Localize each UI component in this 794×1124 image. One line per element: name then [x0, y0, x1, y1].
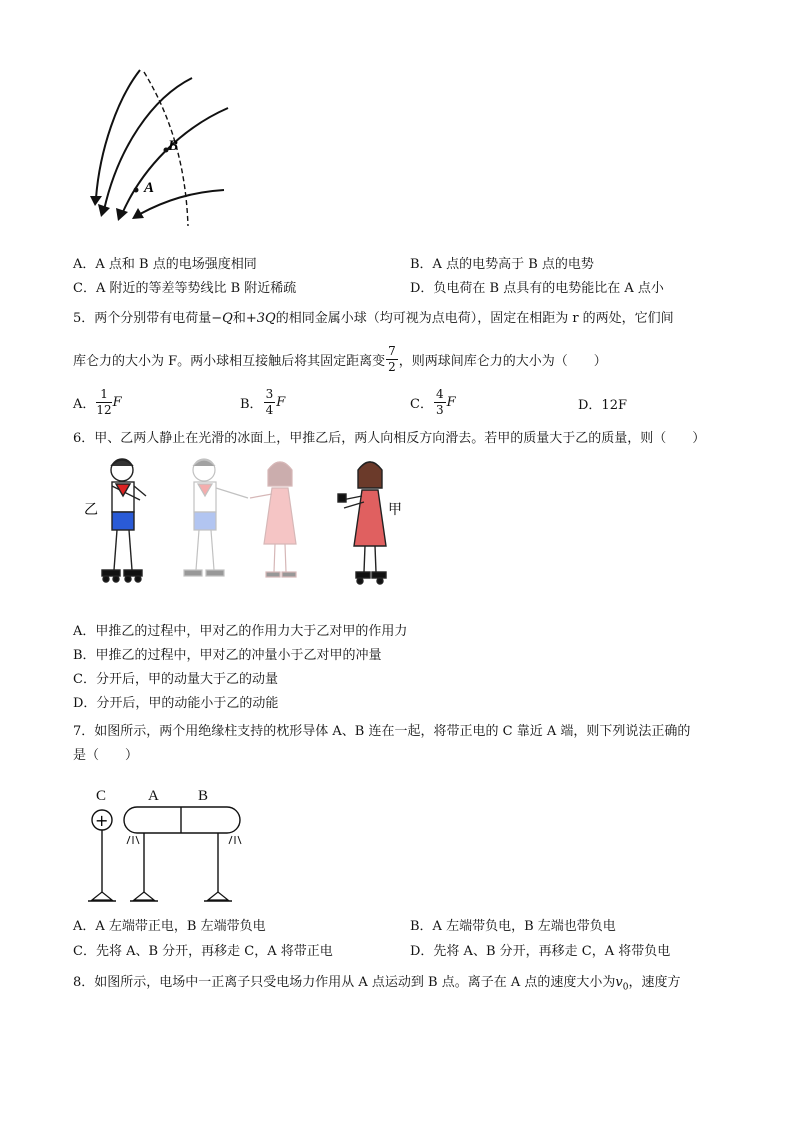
q5-opt-c-label: C．	[410, 396, 433, 412]
q5-text-4: ，则两球间库仑力的大小为（ ）	[398, 353, 607, 369]
q5-stem-line2	[73, 340, 607, 378]
q7-option-c: C．先将 A、B 分开，再移走 C，A 将带正电	[73, 944, 333, 959]
q5-opt-b-den: 4	[265, 402, 274, 417]
q5-opt-b-frac	[264, 387, 276, 418]
arrow-head-3	[116, 208, 128, 221]
q7-option-d: D．先将 A、B 分开，再移走 C，A 将带负电	[410, 944, 671, 959]
q5-opt-a-frac	[96, 387, 111, 418]
label-b-conductor: B	[198, 788, 209, 804]
boy-skater-faded	[184, 459, 248, 576]
q5-opt-c-num: 4	[435, 386, 444, 401]
q5-option-c	[410, 383, 456, 421]
q5-opt-b-num: 3	[265, 386, 274, 401]
q6-option-b: B．甲推乙的过程中，甲对乙的冲量小于乙对甲的冲量	[73, 648, 382, 663]
q4-option-c: C．A 附近的等差等势线比 B 附近稀疏	[73, 281, 297, 296]
q5-and: 和	[232, 311, 246, 326]
q7-stem-line1: 7．如图所示，两个用绝缘柱支持的枕形导体 A、B 连在一起，将带正电的 C 靠近 A 端，则下列说法正确的	[73, 724, 691, 739]
conductor-diagram	[84, 782, 254, 908]
arrow-head-1	[90, 196, 102, 206]
label-c: C	[96, 788, 107, 804]
q5-option-b	[240, 383, 285, 421]
label-jia: 甲	[388, 502, 402, 518]
q4-option-a: A．A 点和 B 点的电场强度相同	[73, 257, 257, 272]
q4-option-b: B．A 点的电势高于 B 点的电势	[410, 257, 594, 272]
q4-option-d: D．负电荷在 B 点具有的电势能比在 A 点小	[410, 281, 664, 296]
q5-text-2: 的相同金属小球（均可视为点电荷），固定在相距为 r 的两处，它们间	[275, 311, 674, 326]
point-a	[134, 188, 139, 193]
q5-opt-c-frac	[434, 387, 446, 418]
q8-stem	[73, 971, 681, 993]
label-a-conductor: A	[148, 788, 159, 804]
q5-charge-1: −Q	[211, 311, 233, 326]
q5-opt-a-f: F	[112, 394, 122, 410]
q5-opt-a-num: 1	[96, 387, 111, 403]
electric-field-figure	[82, 68, 232, 230]
q5-opt-a-label: A．	[73, 396, 96, 412]
q5-opt-a-den: 12	[96, 402, 112, 417]
q5-option-d: D．12F	[578, 398, 627, 413]
plus-sign: +	[95, 811, 109, 830]
q8-v0-sub: 0	[622, 982, 629, 993]
q8-text: 8．如图所示，电场中一正离子只受电场力作用从 A 点运动到 B 点。离子在 A 点的速度大小为	[73, 975, 616, 990]
q8-v0: v	[615, 975, 623, 990]
q5-opt-c-den: 3	[435, 402, 444, 417]
skaters-illustration	[80, 452, 410, 588]
q6-option-d: D．分开后，甲的动能小于乙的动能	[73, 696, 279, 711]
q7-option-b: B．A 左端带负电，B 左端也带负电	[410, 919, 616, 934]
conductor-figure	[84, 782, 254, 908]
field-lines-diagram	[82, 68, 232, 230]
q6-option-a: A．甲推乙的过程中，甲对乙的作用力大于乙对甲的作用力	[73, 624, 408, 639]
q5-opt-c-f: F	[446, 394, 456, 410]
q5-frac-num: 7	[388, 343, 396, 358]
q8-text-2: ，速度方	[628, 975, 681, 990]
girl-skater-faded	[250, 462, 296, 577]
q5-charge-2: +3Q	[245, 311, 276, 326]
q5-text-3: 库仑力的大小为 F。两小球相互接触后将其固定距离变	[73, 353, 386, 369]
skaters-figure	[80, 452, 410, 588]
girl-skater-right	[338, 462, 386, 584]
q5-fraction	[386, 344, 398, 375]
q5-stem-line1	[73, 308, 674, 330]
q6-stem: 6．甲、乙两人静止在光滑的冰面上，甲推乙后，两人向相反方向滑去。若甲的质量大于乙的质量，则（ ）	[73, 431, 706, 446]
boy-skater-left	[102, 459, 146, 582]
q5-text: 5．两个分别带有电荷量	[73, 311, 212, 326]
q7-option-a: A．A 左端带正电，B 左端带负电	[73, 919, 266, 934]
label-yi: 乙	[84, 502, 98, 518]
conductor-ab	[124, 807, 240, 833]
q6-option-c: C．分开后，甲的动量大于乙的动量	[73, 672, 278, 687]
label-a: A	[144, 180, 155, 196]
q5-opt-b-f: F	[276, 394, 286, 410]
q5-opt-b-label: B．	[240, 396, 263, 412]
label-b: B	[168, 138, 179, 154]
q5-frac-den: 2	[388, 359, 396, 374]
q7-stem-line2: 是（ ）	[73, 748, 139, 763]
q5-option-a	[73, 383, 122, 421]
